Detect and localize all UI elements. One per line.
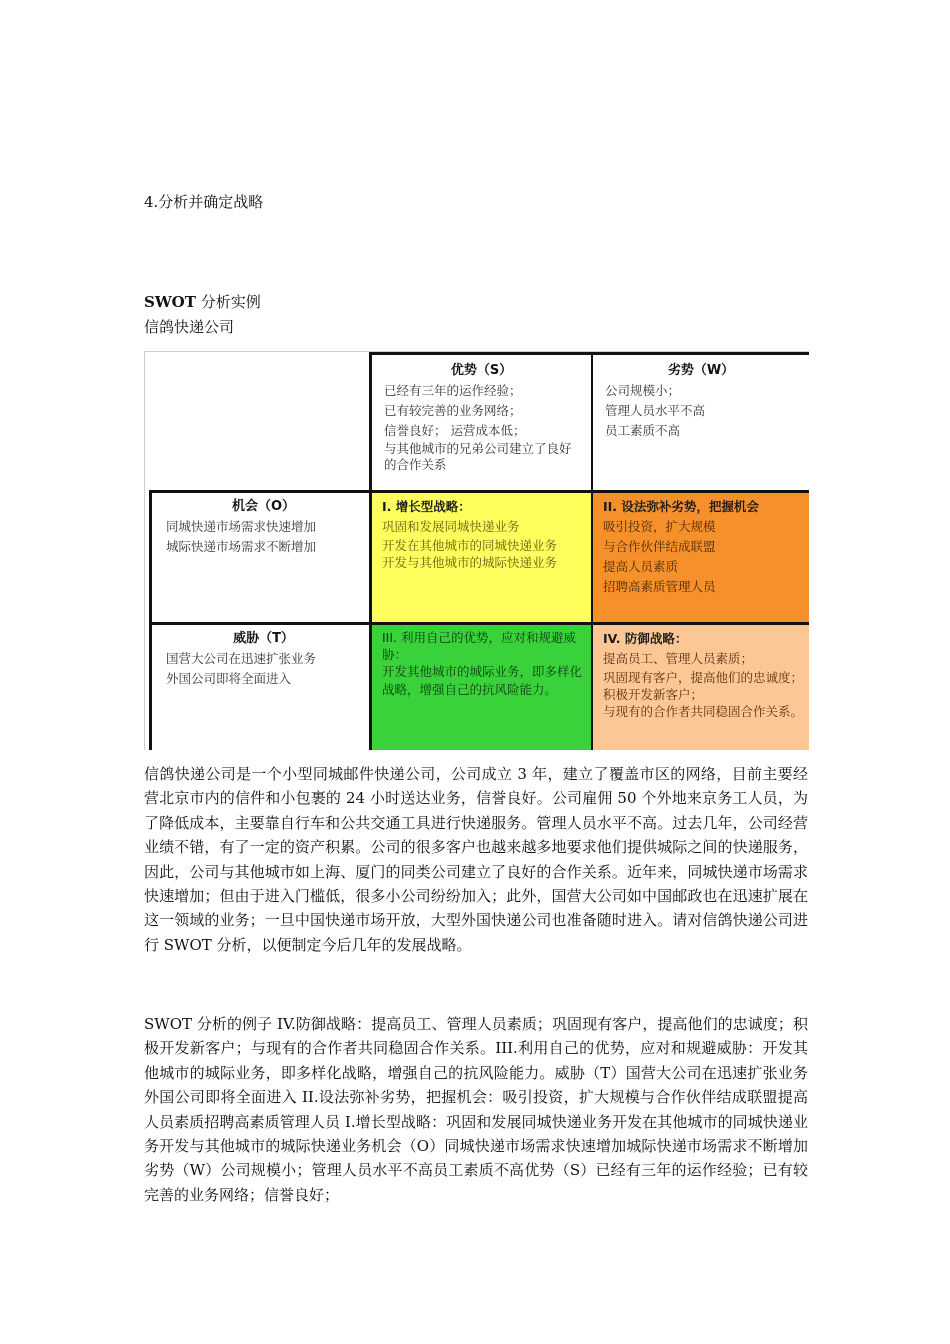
- turnaround-strategy-item: 与合作伙伴结成联盟: [603, 539, 716, 554]
- example-title-bold: SWOT: [144, 293, 196, 311]
- weakness-item: 管理人员水平不高: [605, 403, 706, 418]
- weaknesses-title: 劣势（W）: [667, 363, 735, 378]
- turnaround-strategy-item: 提高人员素质: [603, 559, 679, 574]
- growth-strategy-item: 巩固和发展同城快递业务: [382, 519, 520, 534]
- opportunities-cell: [149, 490, 369, 622]
- opportunity-item: 城际快递市场需求不断增加: [166, 539, 317, 554]
- growth-strategy-item: 开发在其他城市的同城快递业务: [382, 538, 558, 553]
- turnaround-strategy-cell: [591, 490, 809, 622]
- defensive-strategy-item: 与现有的合作者共同稳固合作关系。: [603, 704, 804, 719]
- strengths-cell: [369, 352, 591, 490]
- threat-item: 外国公司即将全面进入: [166, 671, 292, 686]
- growth-strategy-title: I. 增长型战略：: [382, 499, 471, 514]
- swot-matrix-image: [144, 351, 809, 750]
- strengths-title: 优势（S）: [450, 363, 513, 378]
- section-heading: 4.分析并确定战略: [144, 193, 264, 211]
- matrix-corner-cell: [145, 352, 369, 490]
- defensive-strategy-item: 提高员工、管理人员素质；: [603, 651, 754, 666]
- turnaround-strategy-item: 吸引投资，扩大规模: [603, 519, 716, 534]
- defensive-strategy-cell: [591, 622, 809, 750]
- threats-cell: [149, 622, 369, 750]
- opportunities-title: 机会（O）: [231, 499, 296, 514]
- threat-item: 国营大公司在迅速扩张业务: [166, 651, 317, 666]
- strength-item: 信誉良好； 运营成本低；: [384, 423, 526, 438]
- turnaround-strategy-item: 招聘高素质管理人员: [603, 579, 716, 594]
- weakness-item: 公司规模小；: [605, 383, 681, 398]
- defensive-strategy-title: IV. 防御战略：: [603, 631, 688, 646]
- strength-item: 已经有三年的运作经验；: [384, 383, 522, 398]
- weaknesses-cell: [591, 352, 809, 490]
- company-name: 信鸽快递公司: [144, 318, 235, 336]
- threats-title: 威胁（T）: [233, 631, 294, 646]
- diversification-strategy-cell: [369, 622, 591, 750]
- example-title: [144, 290, 261, 314]
- opportunity-item: 同城快递市场需求快速增加: [166, 519, 317, 534]
- strength-item: 已有较完善的业务网络；: [384, 403, 522, 418]
- defensive-strategy-item: 巩固现有客户，提高他们的忠诚度；积极开发新客户；: [603, 670, 804, 702]
- diversification-strategy-item: 开发其他城市的城际业务，即多样化战略，增强自己的抗风险能力。: [382, 664, 583, 697]
- growth-strategy-cell: [369, 490, 591, 622]
- swot-example-paragraph: SWOT 分析的例子 IV.防御战略：提高员工、管理人员素质；巩固现有客户，提高他们的忠诚度；积极开发新客户；与现有的合作者共同稳固合作关系。III.利用自己的优势，应对和规避威胁：开发其他城市的城际业务，即多样化战略，增强自己的抗风险能力。威胁（T）国营大公司在迅速扩张业务外国公司即将全面进入 II.设法弥补劣势，把握机会：吸引投资，扩大规模与合作伙伴结成联盟提高人员素质招聘高素质管理人员 I.增长型战略：巩固和发展同城快递业务开发在其他城市的同城快递业务开发与其他城市的城际快递业务机会（O）同城快递市场需求快速增加城际快递市场需求不断增加劣势（W）公司规模小；管理人员水平不高员工素质不高优势（S）已经有三年的运作经验；已有较完善的业务网络；信誉良好；: [144, 1015, 808, 1204]
- weakness-item: 员工素质不高: [605, 423, 681, 438]
- strength-item: 与其他城市的兄弟公司建立了良好的合作关系: [384, 441, 572, 472]
- growth-strategy-item: 开发与其他城市的城际快递业务: [382, 555, 558, 570]
- diversification-strategy-title: III. 利用自己的优势，应对和规避威胁：: [382, 630, 577, 662]
- case-description-paragraph: 信鸽快递公司是一个小型同城邮件快递公司，公司成立 3 年，建立了覆盖市区的网络，目前主要经营北京市内的信件和小包裹的 24 小时送达业务，信誉良好。公司雇佣 50 个外地来京务工人员，为了降低成本，主要靠自行车和公共交通工具进行快递服务。管理人员水平不高。过去几年，公司经营业绩不错，有了一定的资产积累。公司的很多客户也越来越多地要求他们提供城际之间的快递服务，因此，公司与其他城市如上海、厦门的同类公司建立了良好的合作关系。近年来，同城快递市场需求快速增加；但由于进入门槛低，很多小公司纷纷加入；此外，国营大公司如中国邮政也在迅速扩展在这一领域的业务；一旦中国快递市场开放，大型外国快递公司也准备随时进入。请对信鸽快递公司进行 SWOT 分析，以便制定今后几年的发展战略。: [144, 765, 808, 954]
- turnaround-strategy-title: II. 设法弥补劣势，把握机会: [603, 499, 759, 514]
- example-title-rest: 分析实例: [195, 293, 261, 311]
